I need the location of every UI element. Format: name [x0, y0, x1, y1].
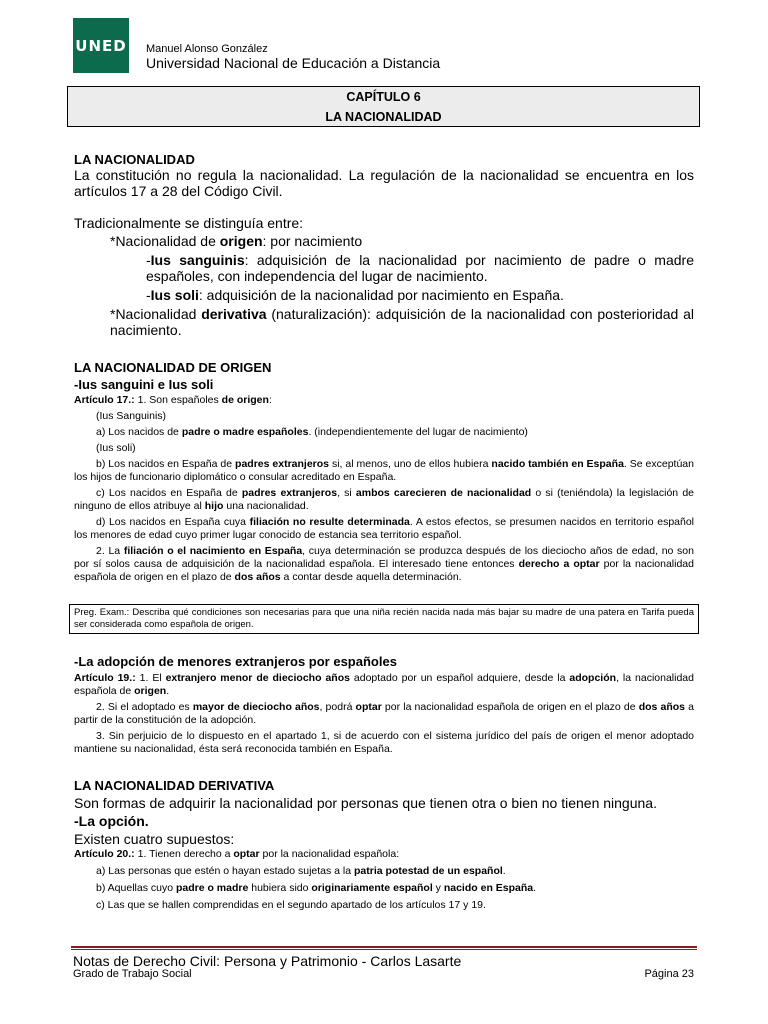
bold-text: de origen	[221, 394, 269, 406]
author-name: Manuel Alonso González	[146, 43, 268, 55]
text: : adquisición de la nacionalidad por nacimiento de padre o madre españoles, con independencia del lugar de nacimiento.	[146, 252, 694, 284]
bold-text: origen	[134, 685, 167, 697]
text: si, al menos, uno de ellos hubiera	[329, 458, 492, 470]
bold-text: extranjero menor de dieciocho años	[165, 672, 350, 684]
subsection-heading: -La opción.	[74, 813, 149, 829]
bold-text: ambos carecieren de nacionalidad	[355, 487, 532, 499]
text: , la nacionalidad española de	[74, 672, 694, 697]
text: d) Los nacidos en España cuya	[96, 516, 250, 528]
list-item	[74, 545, 694, 584]
text: b) Los nacidos en España de	[96, 458, 236, 470]
text: 1. Tienen derecho a	[134, 848, 234, 860]
exam-question-box: Preg. Exam.: Describa qué condiciones son necesarias para que una niña recién nacida nada más bajar su madre de una patera en Tarifa pueda ser considerada como española de origen.	[69, 604, 699, 634]
text: . (independientemente del lugar de nacimiento)	[308, 426, 528, 438]
bold-text: Ius sanguinis	[150, 252, 245, 268]
text: y	[432, 882, 444, 894]
note-text: (Ius Sanguinis)	[96, 410, 167, 422]
bold-text: mayor de dieciocho años	[192, 701, 320, 713]
bold-text: originariamente español	[311, 882, 433, 894]
bold-text: padre o madre	[175, 882, 249, 894]
list-item	[74, 287, 694, 303]
list-item	[74, 306, 694, 338]
note-text: (Ius soli)	[96, 442, 136, 454]
text: por la nacionalidad española de origen en el plazo de	[381, 701, 639, 713]
bold-text: optar	[355, 701, 382, 713]
bold-text: patria potestad de un español	[354, 865, 503, 877]
text: *Nacionalidad	[110, 306, 202, 322]
chapter-title-box	[67, 86, 700, 127]
text: por la nacionalidad española de origen en el plazo de	[74, 558, 694, 583]
list-item	[74, 487, 694, 513]
paragraph: Son formas de adquirir la nacionalidad por personas que tienen otra o bien no tienen ninguna.	[74, 795, 657, 811]
list-item	[74, 233, 694, 249]
list-item: 3. Sin perjuicio de lo dispuesto en el apartado 1, si de acuerdo con el sistema jurídico del país de origen el menor adoptado mantiene su nacionalidad, ésta será reconocida también en España.	[74, 730, 694, 755]
text: : adquisición de la nacionalidad por nacimiento en España.	[198, 287, 564, 303]
section-heading: LA NACIONALIDAD DE ORIGEN	[74, 360, 272, 375]
text: a) Las personas que estén o hayan estado sujetas a la	[96, 865, 355, 877]
list-item	[74, 865, 694, 878]
chapter-title: LA NACIONALIDAD	[325, 110, 442, 124]
text: a contar desde aquella determinación.	[280, 571, 462, 583]
text: hubiera sido	[248, 882, 312, 894]
text: . A estos efectos, se presumen nacidos en territorio español los menores de edad cuyo primer lugar conocido de estancia sea territorio español.	[74, 516, 695, 541]
article-paragraph	[74, 672, 694, 698]
paragraph: Tradicionalmente se distinguía entre:	[74, 215, 304, 231]
text: o si (teniéndola) la legislación de ninguno de ellos atribuye al	[74, 487, 694, 512]
bold-text: adopción	[569, 672, 617, 684]
bold-text: nacido también en España	[491, 458, 624, 470]
text: adoptado por un español adquiere, desde la	[349, 672, 570, 684]
bold-text: filiación no resulte determinada	[249, 516, 410, 528]
text: 1. El	[135, 672, 166, 684]
bold-text: filiación o el nacimiento en España	[123, 545, 303, 557]
text: .	[166, 685, 170, 697]
text: .	[533, 882, 537, 894]
footer-divider	[71, 946, 697, 948]
article-paragraph	[74, 394, 694, 407]
subsection-heading: -Ius sanguini e Ius soli	[74, 377, 214, 392]
text: por la nacionalidad española:	[259, 848, 400, 860]
paragraph: La constitución no regula la nacionalidad. La regulación de la nacionalidad se encuentra en los artículos 17 a 28 del Código Civil.	[74, 167, 694, 199]
bold-text: dos años	[234, 571, 281, 583]
text: .	[502, 865, 506, 877]
bold-text: origen	[219, 233, 263, 249]
chapter-number: CAPÍTULO 6	[346, 90, 421, 104]
list-item: c) Las que se hallen comprendidas en el segundo apartado de los artículos 17 y 19.	[96, 899, 486, 911]
list-item	[74, 426, 694, 439]
text: a) Los nacidos de	[96, 426, 182, 438]
text: 2. Si el adoptado es	[96, 701, 193, 713]
text: *Nacionalidad de	[110, 233, 220, 249]
text: : por nacimiento	[262, 233, 363, 249]
footer-title: Notas de Derecho Civil: Persona y Patrimonio - Carlos Lasarte	[73, 953, 462, 969]
section-heading: LA NACIONALIDAD	[74, 152, 195, 167]
bold-text: padre o madre españoles	[181, 426, 309, 438]
bold-text: Ius soli	[150, 287, 199, 303]
list-item	[74, 701, 694, 727]
logo-text: UNED	[75, 36, 127, 55]
bold-text: optar	[233, 848, 260, 860]
bold-text: padres extranjeros	[235, 458, 330, 470]
bold-text: nacido en España	[443, 882, 534, 894]
bold-text: derivativa	[201, 306, 267, 322]
text: 1. Son españoles	[134, 394, 222, 406]
subsection-heading: -La adopción de menores extranjeros por españoles	[74, 654, 397, 669]
text: , cuya determinación se produzca después de los dieciocho años de edad, no son por sí solos causa de adquisición de la nacionalidad española. El interesado tiene entonces	[74, 545, 694, 570]
text: c) Los nacidos en España de	[96, 487, 242, 499]
list-item	[74, 458, 694, 484]
text: b) Aquellas cuyo	[96, 882, 176, 894]
page-number: Página 23	[644, 968, 694, 980]
text: 2. La	[96, 545, 124, 557]
footer-subtitle: Grado de Trabajo Social	[73, 968, 192, 980]
bold-text: dos años	[638, 701, 686, 713]
bold-text: derecho a optar	[518, 558, 600, 570]
article-label: Artículo 20.:	[74, 848, 135, 860]
uned-logo	[73, 18, 129, 73]
list-item	[74, 882, 694, 895]
text: (naturalización): adquisición de la nacionalidad con posterioridad al nacimiento.	[110, 306, 694, 338]
university-name: Universidad Nacional de Educación a Distancia	[146, 55, 441, 71]
bold-text: hijo	[204, 500, 224, 512]
page-content	[74, 148, 694, 912]
section-heading: LA NACIONALIDAD DERIVATIVA	[74, 778, 275, 793]
article-paragraph	[74, 848, 694, 861]
text: -	[146, 287, 151, 303]
text: -	[146, 252, 151, 268]
paragraph: Existen cuatro supuestos:	[74, 831, 235, 847]
text: , si	[337, 487, 356, 499]
list-item	[74, 252, 694, 284]
list-item	[74, 516, 694, 542]
text: , podrá	[319, 701, 356, 713]
text: a partir de la constitución de la adopción.	[74, 701, 694, 726]
article-label: Artículo 19.:	[74, 672, 136, 684]
text: una nacionalidad.	[223, 500, 309, 512]
article-label: Artículo 17.:	[74, 394, 135, 406]
text: :	[268, 394, 272, 406]
footer-divider	[71, 949, 697, 950]
text: . Se exceptúan los hijos de funcionario diplomático o consular acreditado en España.	[74, 458, 694, 483]
bold-text: padres extranjeros	[241, 487, 338, 499]
